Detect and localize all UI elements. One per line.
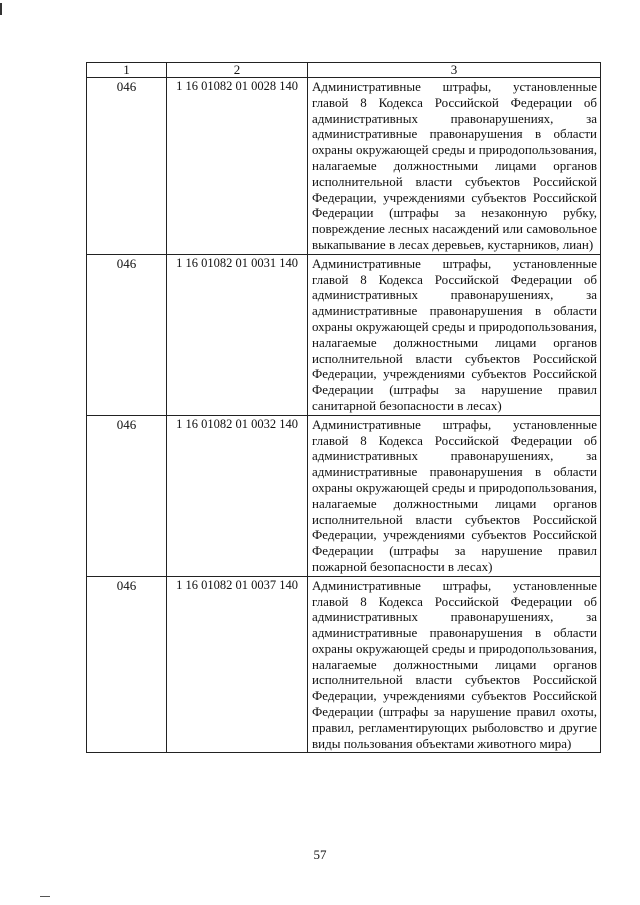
kbk-code-cell: 1 16 01082 01 0031 140 xyxy=(167,254,308,415)
budget-codes-table xyxy=(86,62,601,753)
column-header-1: 1 xyxy=(87,63,167,78)
table-row xyxy=(87,78,601,255)
page-number: 57 xyxy=(313,847,327,862)
kbk-code-cell: 1 16 01082 01 0028 140 xyxy=(167,78,308,255)
kbk-code-cell: 1 16 01082 01 0037 140 xyxy=(167,576,308,753)
column-header-3: 3 xyxy=(308,63,601,78)
description-cell: Административные штрафы, установленные главой 8 Кодекса Российской Федерации об административных правонарушениях, за административные правонарушения в области охраны окружающей среды и природопользования, налагаемые должностными лицами органов исполнительной власти субъектов Российской Федерации, учреждениями субъектов Российской Федерации (штрафы за нарушение правил охоты, правил, регламентирующих рыболовство и другие виды пользования объектами животного мира) xyxy=(308,576,601,753)
admin-code-cell: 046 xyxy=(87,78,167,255)
table-row xyxy=(87,415,601,576)
table-header-row xyxy=(87,63,601,78)
description-cell: Административные штрафы, установленные главой 8 Кодекса Российской Федерации об административных правонарушениях, за административные правонарушения в области охраны окружающей среды и природопользования, налагаемые должностными лицами органов исполнительной власти субъектов Российской Федерации, учреждениями субъектов Российской Федерации (штрафы за нарушение правил санитарной безопасности в лесах) xyxy=(308,254,601,415)
admin-code-cell: 046 xyxy=(87,254,167,415)
table-row xyxy=(87,576,601,753)
scan-edge-mark xyxy=(40,896,50,897)
kbk-code-cell: 1 16 01082 01 0032 140 xyxy=(167,415,308,576)
description-cell: Административные штрафы, установленные главой 8 Кодекса Российской Федерации об административных правонарушениях, за административные правонарушения в области охраны окружающей среды и природопользования, налагаемые должностными лицами органов исполнительной власти субъектов Российской Федерации, учреждениями субъектов Российской Федерации (штрафы за нарушение правил пожарной безопасности в лесах) xyxy=(308,415,601,576)
scan-edge-mark xyxy=(0,3,2,15)
admin-code-cell: 046 xyxy=(87,415,167,576)
admin-code-cell: 046 xyxy=(87,576,167,753)
column-header-2: 2 xyxy=(167,63,308,78)
table-row xyxy=(87,254,601,415)
description-cell: Административные штрафы, установленные главой 8 Кодекса Российской Федерации об административных правонарушениях, за административные правонарушения в области охраны окружающей среды и природопользования, налагаемые должностными лицами органов исполнительной власти субъектов Российской Федерации, учреждениями субъектов Российской Федерации (штрафы за незаконную рубку, повреждение лесных насаждений или самовольное выкапывание в лесах деревьев, кустарников, лиан) xyxy=(308,78,601,255)
